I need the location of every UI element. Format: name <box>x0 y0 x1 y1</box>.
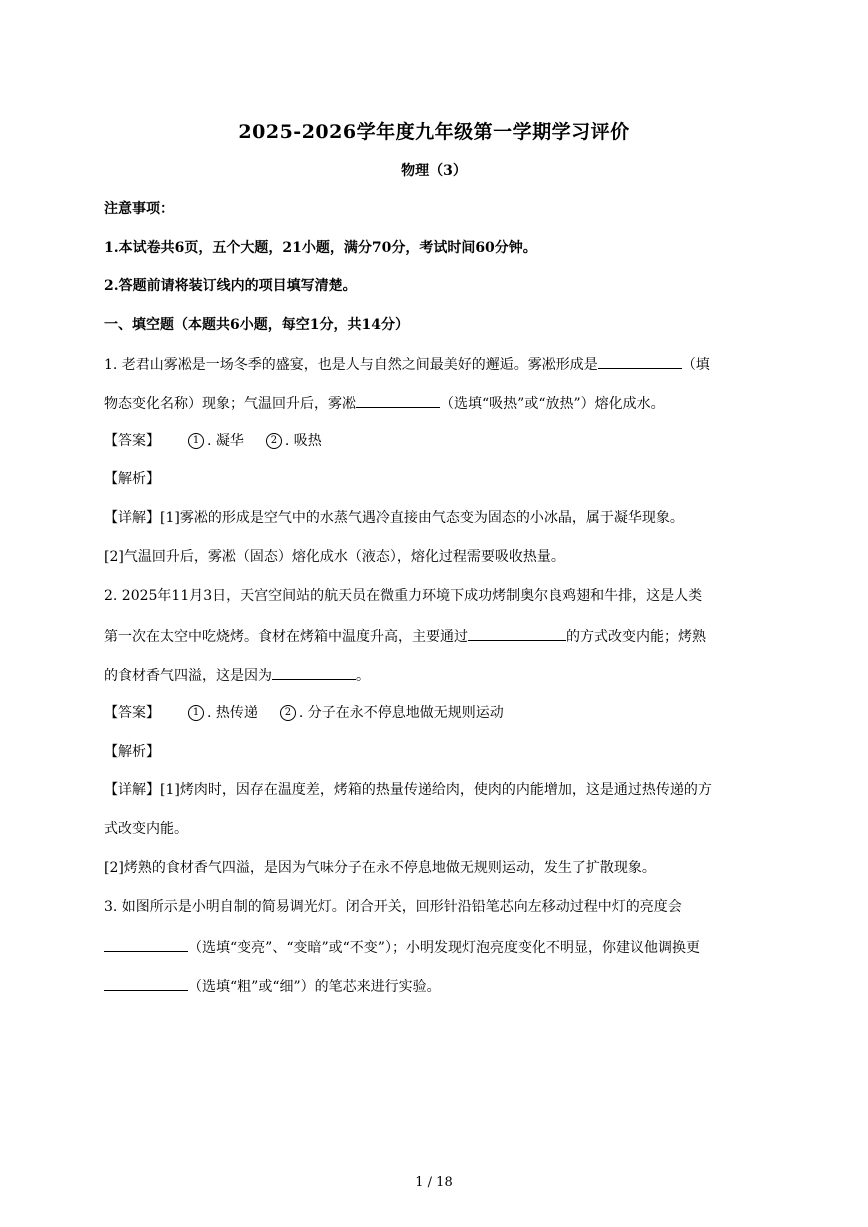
page-number: 1 / 18 <box>415 1175 453 1190</box>
q2-line-1: 2. 2025年11月3日，天宫空间站的航天员在微重力环境下成功烤制奥尔良鸡翅和牛排，这是人类 <box>104 588 703 604</box>
answer-label: 【答案】 <box>104 433 160 449</box>
q2-line-3 <box>104 664 764 686</box>
notice-heading: 注意事项： <box>104 201 174 217</box>
q2-detail-2: [2]烤熟的食材香气四溢，是因为气味分子在永不停息地做无规则运动，发生了扩散现象。 <box>104 860 656 876</box>
q1-detail-2: [2]气温回升后，雾凇（固态）熔化成水（液态），熔化过程需要吸收热量。 <box>104 549 565 565</box>
q2-text-b: 的方式改变内能；烤熟 <box>566 629 706 645</box>
q2-detail-1: 【详解】[1]烤肉时，因存在温度差，烤箱的热量传递给肉，使肉的内能增加，这是通过热传递的方 <box>104 782 712 798</box>
q1-line-1 <box>104 353 764 375</box>
answer-blank <box>104 975 188 991</box>
answer-1: . 热传递 <box>207 705 258 721</box>
page-subtitle: 物理（3） <box>401 163 467 179</box>
q2-text-c: 的食材香气四溢，这是因为 <box>104 668 272 684</box>
q3-line-3 <box>104 975 764 997</box>
q1-text-b: （填 <box>681 357 710 373</box>
answer-blank <box>598 353 682 369</box>
answer-blank <box>104 936 188 952</box>
q3-text-b: （选填“变亮”、“变暗”或“不变”）；小明发现灯泡亮度变化不明显，你建议他调换更 <box>188 940 700 956</box>
circled-number: 2 <box>266 433 282 449</box>
q2-text-d: 。 <box>356 668 370 684</box>
notice-item-1: 1.本试卷共6页，五个大题，21小题，满分70分，考试时间60分钟。 <box>104 240 537 256</box>
q3-line-1: 3. 如图所示是小明自制的简易调光灯。闭合开关，回形针沿铅笔芯向左移动过程中灯的亮度会 <box>104 899 682 915</box>
q1-line-2 <box>104 392 764 414</box>
answer-blank <box>468 625 566 641</box>
q2-text-a: 第一次在太空中吃烧烤。食材在烤箱中温度升高，主要通过 <box>104 629 468 645</box>
q1-text-c: 物态变化名称）现象；气温回升后，雾凇 <box>104 396 356 412</box>
q1-text-a: 1. 老君山雾凇是一场冬季的盛宴，也是人与自然之间最美好的邂逅。雾凇形成是 <box>104 357 598 373</box>
answer-label: 【答案】 <box>104 705 160 721</box>
answer-blank <box>356 392 440 408</box>
answer-2: . 分子在永不停息地做无规则运动 <box>298 705 504 721</box>
q1-text-d: （选填“吸热”或“放热”）熔化成水。 <box>440 396 665 412</box>
page-title: 2025-2026学年度九年级第一学期学习评价 <box>238 121 630 143</box>
section-heading: 一、填空题（本题共6小题，每空1分，共14分） <box>104 317 409 333</box>
q3-line-2 <box>104 936 764 958</box>
q1-analysis-label: 【解析】 <box>104 471 160 487</box>
answer-2: . 吸热 <box>284 433 322 449</box>
circled-number: 2 <box>280 705 296 721</box>
answer-blank <box>272 664 356 680</box>
q1-detail-1: 【详解】[1]雾凇的形成是空气中的水蒸气遇冷直接由气态变为固态的小冰晶，属于凝华现象。 <box>104 510 684 526</box>
answer-1: . 凝华 <box>207 433 244 449</box>
notice-item-2: 2.答题前请将装订线内的项目填写清楚。 <box>104 278 357 294</box>
q2-answer <box>104 703 764 723</box>
circled-number: 1 <box>188 705 204 721</box>
q2-analysis-label: 【解析】 <box>104 744 160 760</box>
q2-line-2 <box>104 625 764 647</box>
circled-number: 1 <box>188 433 204 449</box>
q2-detail-1-cont: 式改变内能。 <box>104 821 188 837</box>
q3-text-c: （选填“粗”或“细”）的笔芯来进行实验。 <box>188 979 441 995</box>
q1-answer <box>104 431 764 451</box>
